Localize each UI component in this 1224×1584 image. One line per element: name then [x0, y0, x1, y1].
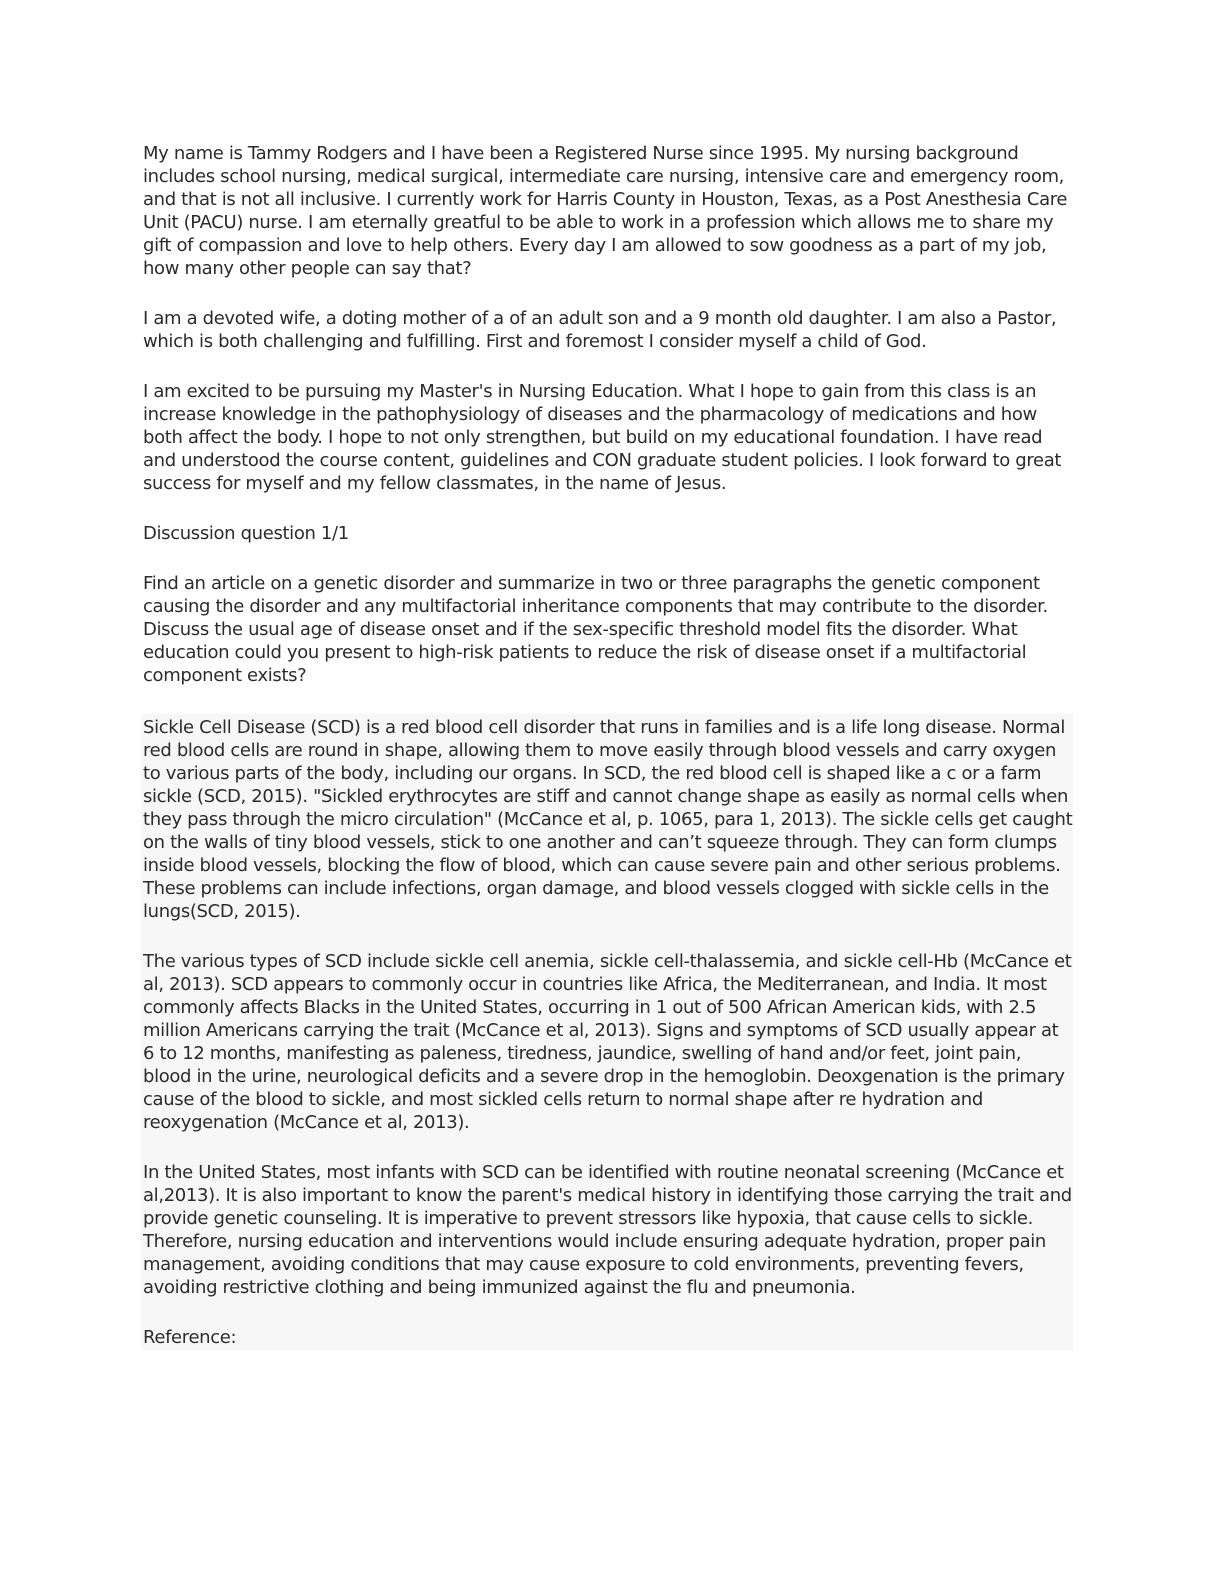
- discussion-heading: Discussion question 1/1: [143, 523, 349, 544]
- intro-paragraph-3: I am excited to be pursuing my Master's in Nursing Education. What I hope to gain from this class is an increase knowledge in the pathophysiology of diseases and the pharmacology of medications and how both affect the body. I hope to not only strengthen, but build on my educational foundation. I have read and understood the course content, guidelines and CON graduate student policies. I look forward to great success for myself and my fellow classmates, in the name of Jesus.: [143, 381, 1062, 494]
- answer-paragraph-2: The various types of SCD include sickle cell anemia, sickle cell-thalassemia, and sickle cell-Hb (McCance et al, 2013). SCD appears to commonly occur in countries like Africa, the Mediterranean, and India. It most commonly affects Blacks in the United States, occurring in 1 out of 500 African American kids, with 2.5 million Americans carrying the trait (McCance et al, 2013). Signs and symptoms of SCD usually appear at 6 to 12 months, manifesting as paleness, tiredness, jaundice, swelling of hand and/or feet, joint pain, blood in the urine, neurological deficits and a severe drop in the hemoglobin. Deoxgenation is the primary cause of the blood to sickle, and most sickled cells return to normal shape after re hydration and reoxygenation (McCance et al, 2013).: [143, 951, 1072, 1133]
- reference-label: Reference:: [143, 1327, 237, 1348]
- answer-paragraph-3: In the United States, most infants with SCD can be identified with routine neonatal screening (McCance et al,2013). It is also important to know the parent's medical history in identifying those carrying the trait and provide genetic counseling. It is imperative to prevent stressors like hypoxia, that cause cells to sickle. Therefore, nursing education and interventions would include ensuring adequate hydration, proper pain management, avoiding conditions that may cause exposure to cold environments, preventing fevers, avoiding restrictive clothing and being immunized against the flu and pneumonia.: [143, 1162, 1072, 1298]
- document-body: [143, 142, 1073, 1350]
- discussion-prompt: Find an article on a genetic disorder and summarize in two or three paragraphs the genetic component causing the disorder and any multifactorial inheritance components that may contribute to the disorder. Discuss the usual age of disease onset and if the sex-specific threshold model fits the disorder. What education could you present to high-risk patients to reduce the risk of disease onset if a multifactorial component exists?: [143, 573, 1048, 686]
- intro-paragraph-2: I am a devoted wife, a doting mother of a of an adult son and a 9 month old daughter. I am also a Pastor, which is both challenging and fulfilling. First and foremost I consider myself a child of God.: [143, 308, 1057, 352]
- intro-paragraph-1: My name is Tammy Rodgers and I have been a Registered Nurse since 1995. My nursing background includes school nursing, medical surgical, intermediate care nursing, intensive care and emergency room, and that is not all inclusive. I currently work for Harris County in Houston, Texas, as a Post Anesthesia Care Unit (PACU) nurse. I am eternally greatful to be able to work in a profession which allows me to share my gift of compassion and love to help others. Every day I am allowed to sow goodness as a part of my job, how many other people can say that?: [143, 143, 1068, 279]
- answer-block: [141, 714, 1073, 1350]
- answer-paragraph-1: Sickle Cell Disease (SCD) is a red blood cell disorder that runs in families and is a life long disease. Normal red blood cells are round in shape, allowing them to move easily through blood vessels and carry oxygen to various parts of the body, including our organs. In SCD, the red blood cell is shaped like a c or a farm sickle (SCD, 2015). "Sickled erythrocytes are stiff and cannot change shape as easily as normal cells when they pass through the micro circulation" (McCance et al, p. 1065, para 1, 2013). The sickle cells get caught on the walls of tiny blood vessels, stick to one another and can’t squeeze through. They can form clumps inside blood vessels, blocking the flow of blood, which can cause severe pain and other serious problems. These problems can include infections, organ damage, and blood vessels clogged with sickle cells in the lungs(SCD, 2015).: [143, 717, 1073, 922]
